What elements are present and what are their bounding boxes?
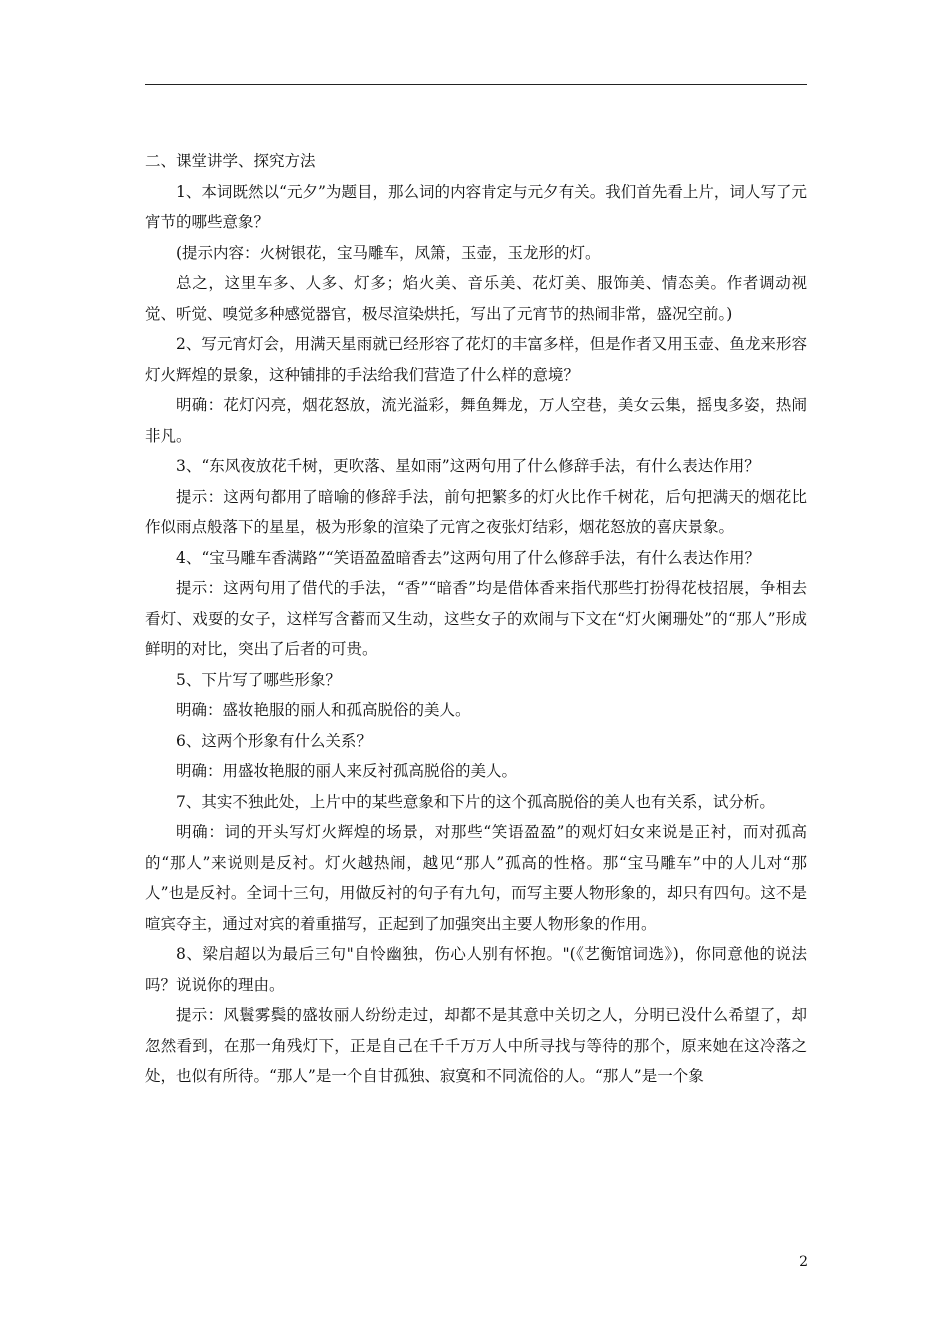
- document-body: [145, 146, 807, 1092]
- paragraph-hint-8: 提示：风鬟雾鬓的盛妆丽人纷纷走过，却都不是其意中关切之人，分明已没什么希望了，却忽然看到，在那一角残灯下，正是自己在千千万万人中所寻找与等待的那个，原来她在这冷落之处，也似有所待。“那人”是一个自甘孤独、寂寞和不同流俗的人。“那人”是一个象: [145, 1006, 807, 1085]
- header-rule: [145, 84, 807, 85]
- paragraph-answer-5: 明确：盛妆艳服的丽人和孤高脱俗的美人。: [176, 701, 471, 719]
- paragraph-q4: 4、“宝马雕车香满路”“笑语盈盈暗香去”这两句用了什么修辞手法，有什么表达作用？: [176, 548, 761, 567]
- paragraph-answer-2: 明确：花灯闪亮，烟花怒放，流光溢彩，舞鱼舞龙，万人空巷，美女云集，摇曳多姿，热闹非凡。: [145, 396, 807, 445]
- paragraph-q2: 2、写元宵灯会，用满天星雨就已经形容了花灯的丰富多样，但是作者又用玉壶、鱼龙来形容灯火辉煌的景象，这种铺排的手法给我们营造了什么样的意境？: [145, 335, 807, 384]
- paragraph-hint-1: (提示内容：火树银花，宝马雕车，凤箫，玉壶，玉龙形的灯。: [176, 243, 601, 262]
- paragraph-summary-1: 总之，这里车多、人多、灯多；焰火美、音乐美、花灯美、服饰美、情态美。作者调动视觉、听觉、嗅觉多种感觉器官，极尽渲染烘托，写出了元宵节的热闹非常，盛况空前。): [145, 274, 807, 323]
- paragraph-q7: 7、其实不独此处，上片中的某些意象和下片的这个孤高脱俗的美人也有关系，试分析。: [176, 792, 775, 811]
- paragraph-answer-6: 明确：用盛妆艳服的丽人来反衬孤高脱俗的美人。: [176, 762, 518, 780]
- paragraph-q6: 6、这两个形象有什么关系？: [176, 731, 372, 750]
- paragraph-q8: 8、梁启超以为最后三句"自怜幽独，伤心人别有怀抱。"(《艺衡馆词选》)，你同意他的说法吗？说说你的理由。: [145, 945, 807, 994]
- paragraph-q5: 5、下片写了哪些形象？: [176, 670, 341, 689]
- section-heading: 二、课堂讲学、探究方法: [145, 152, 316, 170]
- paragraph-q1: 1、本词既然以“元夕”为题目，那么词的内容肯定与元夕有关。我们首先看上片，词人写了元宵节的哪些意象？: [145, 182, 807, 231]
- paragraph-hint-3: 提示：这两句都用了暗喻的修辞手法，前句把繁多的灯火比作千树花，后句把满天的烟花比作似雨点般落下的星星，极为形象的渲染了元宵之夜张灯结彩，烟花怒放的喜庆景象。: [145, 487, 807, 536]
- page-number: 2: [799, 1254, 808, 1270]
- paragraph-answer-7: 明确：词的开头写灯火辉煌的场景，对那些“笑语盈盈”的观灯妇女来说是正衬，而对孤高的“那人”来说则是反衬。灯火越热闹，越见“那人”孤高的性格。那“宝马雕车”中的人儿对“那人”也是反衬。全词十三句，用做反衬的句子有九句，而写主要人物形象的，却只有四句。这不是喧宾夺主，通过对宾的着重描写，正起到了加强突出主要人物形象的作用。: [145, 823, 807, 933]
- paragraph-q3: 3、“东风夜放花千树，更吹落、星如雨”这两句用了什么修辞手法，有什么表达作用？: [176, 457, 760, 475]
- paragraph-hint-4: 提示：这两句用了借代的手法，“香”“暗香”均是借体香来指代那些打扮得花枝招展，争相去看灯、戏耍的女子，这样写含蓄而又生动，这些女子的欢闹与下文在“灯火阑珊处”的“那人”形成鲜明的对比，突出了后者的可贵。: [145, 579, 807, 658]
